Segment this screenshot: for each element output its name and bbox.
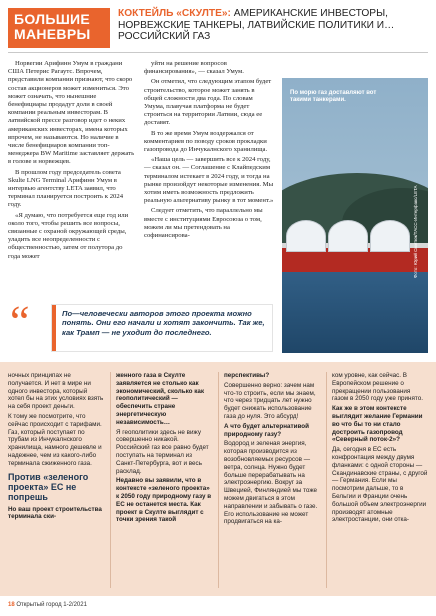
answer: ком уровне, как сейчас. В Европейском решение о прекращении пользования газом в 2050 году уже принято.: [332, 372, 423, 403]
paragraph: Следует отметить, что параллельно мы вместе с институциями Евросоюза о том, можем ли мы претендовать на софинансирова-: [144, 207, 263, 240]
paragraph: ночных принципах не получается. И нет в мире ни одного инвестора, который хотел бы на этих условиях взять на себя проект деньги.: [8, 372, 104, 411]
tanker-tank-dome: [370, 220, 410, 252]
tanker-tank-dome: [286, 220, 326, 252]
photo-credit: Фото: Юрий Смитюк/ТАСС-Интерфакс/LETA: [413, 185, 418, 278]
question: перспективы?: [224, 372, 270, 379]
headline-highlight: КОКТЕЙЛЬ «СКУЛТЕ»:: [118, 8, 231, 19]
section-label: БОЛЬШИЕ МАНЕВРЫ: [8, 8, 110, 48]
page-number: 18: [8, 602, 15, 608]
paragraph: Норвегии Арифинн Умум в граждани США Петерис Рагаутс. Впрочем, представили компании признают, что скоро состав акционеров может измениться. Это может означать, что нынешние бенефициары продадут доли в своей компании реальным инвесторам. В латвийской прессе разговор идет о неких американских инвесторах, имена которых впрочем, не называются. Но наличие в числе бенефициаров компании топ-менеджера BW Maritime заставляет держать в голове и норвежцев.: [8, 60, 135, 166]
paragraph: К тому же посмотрите, что сейчас происходит с тарифами. Газ, который поступает по трубам из Инчукалнского хранилища, намного дешевле и надежнее, чем из какого-либо терминала сжиженного газа.: [8, 412, 102, 467]
column-divider: [218, 372, 219, 588]
paragraph: уйти на решение вопросов финансирования», — сказал Умум.: [144, 60, 244, 76]
answer: Совершенно верно: зачем нам что-то строить, если мы знаем, что через тридцать лет нужно будет снижать использование газа до нуля. Это абсурд!: [224, 381, 316, 420]
question: Как же в этом контексте выглядит желание Германии во что бы то ни стало достроить газопровод «Северный поток-2»?: [332, 405, 423, 444]
issue-number: 1-2/2021: [63, 602, 87, 608]
interview-column-1: [8, 372, 104, 523]
question: Недавно вы заявили, что в контексте «зеленого проекта» к 2050 году природному газу в ЕС не останется места. Как проект в Скулте выглядит с точки зрения такой: [116, 477, 212, 524]
question: А что будет альтернативой природному газу?: [224, 422, 309, 438]
question: женного газа в Скулте заявляется не столько как экономический, сколько как геополитический — обеспечить стране энергетическую независимость…: [116, 372, 205, 426]
answer: Водород и зеленая энергия, которая производится из возобновляемых ресурсов — ветра, солнца. Нужно будет больше перерабатывать на электроэнергию. Вокруг за Швецией, Финляндией мы тоже можем двигаться в этом направлении и забывать о газе. Его использование не может продвигаться на ка-: [224, 440, 318, 526]
headline: [118, 8, 428, 48]
interview-column-4: [332, 372, 428, 526]
paragraph: В то же время Умум воздержался от комментариев по поводу сроков прокладки газопровода до Инчукалнского хранилища.: [144, 129, 268, 154]
header-divider: [8, 52, 428, 53]
magazine-name: Открытый город: [16, 602, 62, 608]
answer: Я геополитики здесь не вижу совершенно никакой. Российский газ все равно будет поступать на терминал из Санкт-Петербурга, вот и весь расклад.: [116, 428, 209, 475]
question: Но ваш проект строительства терминала ски-: [8, 505, 102, 521]
paragraph: Он отметил, что следующим этапом будет строительство, которое может занять в общей сложности два года. По словам Умума, плавучая платформа не будет строиться на территории Латвии, сюда ее доставят.: [144, 78, 272, 127]
paragraph: В прошлом году председатель совета Skulte LNG Terminal Арифинн Умум в интервью агентству LETA заявил, что терминал планируется построить к 2024 году.: [8, 168, 124, 209]
column-divider: [326, 372, 327, 588]
paragraph: «Наша цель — завершить все к 2024 году, — сказал он. — Соглашение с Клайпедским терминалом истекает в 2024 году, и тогда на рынке произойдут некоторые изменения. Мы хотим иметь возможность предложить реальную альтернативу рынку в тот момент.»: [144, 156, 274, 205]
interview-subheading: Против «зеленого проекта» ЕС не попрешь: [8, 471, 89, 502]
column-divider: [110, 372, 111, 588]
article-header: [8, 8, 428, 48]
quote-mark-icon: “: [10, 297, 30, 346]
lng-tanker-photo: [282, 78, 428, 353]
article-column-2: [144, 60, 274, 242]
answer: Да, сегодня в ЕС есть конфронтация между двумя фланками: с одной стороны — Скандинавские страны, с другой — Германия. Если мы посмотрим дальше, то в Бельгии и Франции очень большой объем электроэнергии производят атомные электростанции, они отка-: [332, 446, 428, 524]
tanker-tank-dome: [328, 220, 368, 252]
photo-caption: По морю газ доставляют вот такими танкерами.: [290, 90, 377, 104]
paragraph: «Я думаю, что потребуется еще год или около того, чтобы решить все вопросы, связанные с охраной окружающей среды, уладить все неопределенности с общественностью, затем от полутора до года может: [8, 211, 129, 260]
interview-column-3: [224, 372, 320, 528]
pull-quote: По—человечески авторов этого проекта можно понять. Они его начали и хотят закончить. Так же, как Трамп — не уходит до последнего.: [52, 305, 272, 351]
headline-rest: АМЕРИКАНСКИЕ ИНВЕСТОРЫ, НОРВЕЖСКИЕ ТАНКЕРЫ, ЛАТВИЙСКИЕ ПОЛИТИКИ И… РОССИЙСКИЙ ГАЗ: [118, 8, 395, 42]
article-column-1: [8, 60, 136, 263]
interview-column-2: [116, 372, 212, 526]
page-footer: [8, 602, 87, 608]
